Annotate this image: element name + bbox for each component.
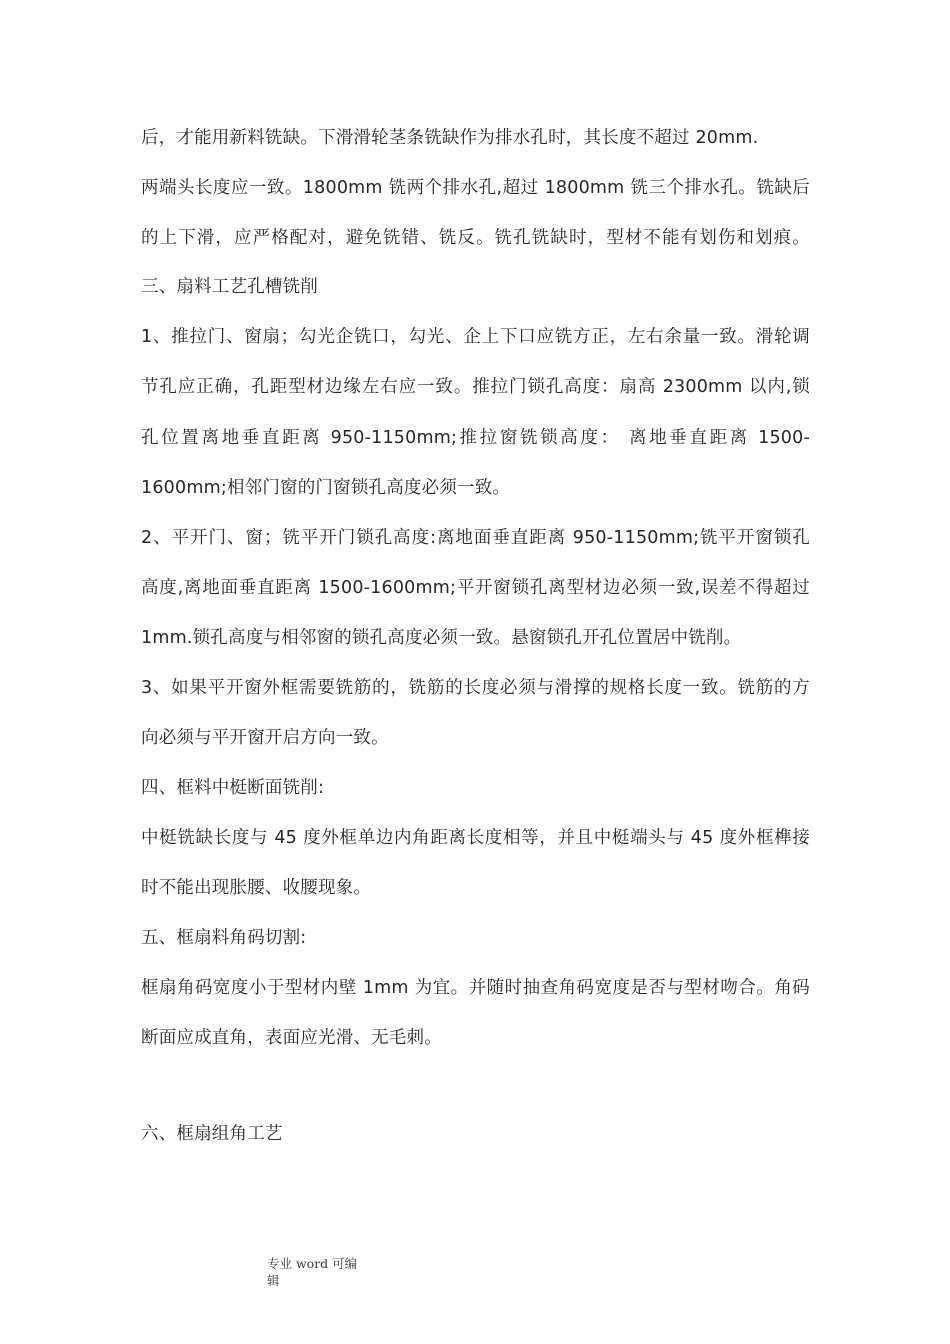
paragraph-line: 节孔应正确，孔距型材边缘左右应一致。推拉门锁孔高度：扇高 2300mm 以内,锁 [141,377,810,397]
footer-line: 辑 [267,1273,280,1288]
paragraph-line: 中梃铣缺长度与 45 度外框单边内角距离长度相等，并且中梃端头与 45 度外框榫接 [141,828,810,848]
paragraph-line: 两端头长度应一致。1800mm 铣两个排水孔,超过 1800mm 铣三个排水孔。铣缺后 [141,178,810,198]
paragraph-line: 断面应成直角，表面应光滑、无毛刺。 [141,1028,442,1048]
section-heading: 五、框扇料角码切割: [141,928,307,948]
paragraph-line: 框扇角码宽度小于型材内壁 1mm 为宜。并随时抽查角码宽度是否与型材吻合。角码 [141,978,810,998]
paragraph-line: 后，才能用新料铣缺。下滑滑轮茎条铣缺作为排水孔时，其长度不超过 20mm. [141,128,759,148]
paragraph-line: 2、平开门、窗；铣平开门锁孔高度:离地面垂直距离 950-1150mm;铣平开窗锁孔 [141,528,810,548]
paragraph-line: 向必须与平开窗开启方向一致。 [141,728,389,748]
footer-note [267,1255,367,1289]
section-heading: 六、框扇组角工艺 [141,1124,283,1144]
section-heading: 三、扇料工艺孔槽铣削 [141,277,318,297]
section-heading: 四、框料中梃断面铣削: [141,778,325,798]
paragraph-line: 时不能出现胀腰、收腰现象。 [141,878,372,898]
paragraph-line: 孔位置离地垂直距离 950-1150mm;推拉窗铣锁高度： 离地垂直距离 1500- [141,428,810,448]
paragraph-line: 3、如果平开窗外框需要铣筋的，铣筋的长度必须与滑撑的规格长度一致。铣筋的方 [141,678,810,698]
paragraph-line: 高度,离地面垂直距离 1500-1600mm;平开窗锁孔离型材边必须一致,误差不得超过 [141,578,810,598]
paragraph-line: 的上下滑，应严格配对，避免铣错、铣反。铣孔铣缺时，型材不能有划伤和划痕。 [141,228,810,248]
paragraph-line: 1600mm;相邻门窗的门窗锁孔高度必须一致。 [141,478,511,498]
footer-line: 专业 word 可编 [267,1256,358,1271]
paragraph-line: 1mm.锁孔高度与相邻窗的锁孔高度必须一致。悬窗锁孔开孔位置居中铣削。 [141,628,742,648]
paragraph-line: 1、推拉门、窗扇；勾光企铣口，勾光、企上下口应铣方正，左右余量一致。滑轮调 [141,327,810,347]
